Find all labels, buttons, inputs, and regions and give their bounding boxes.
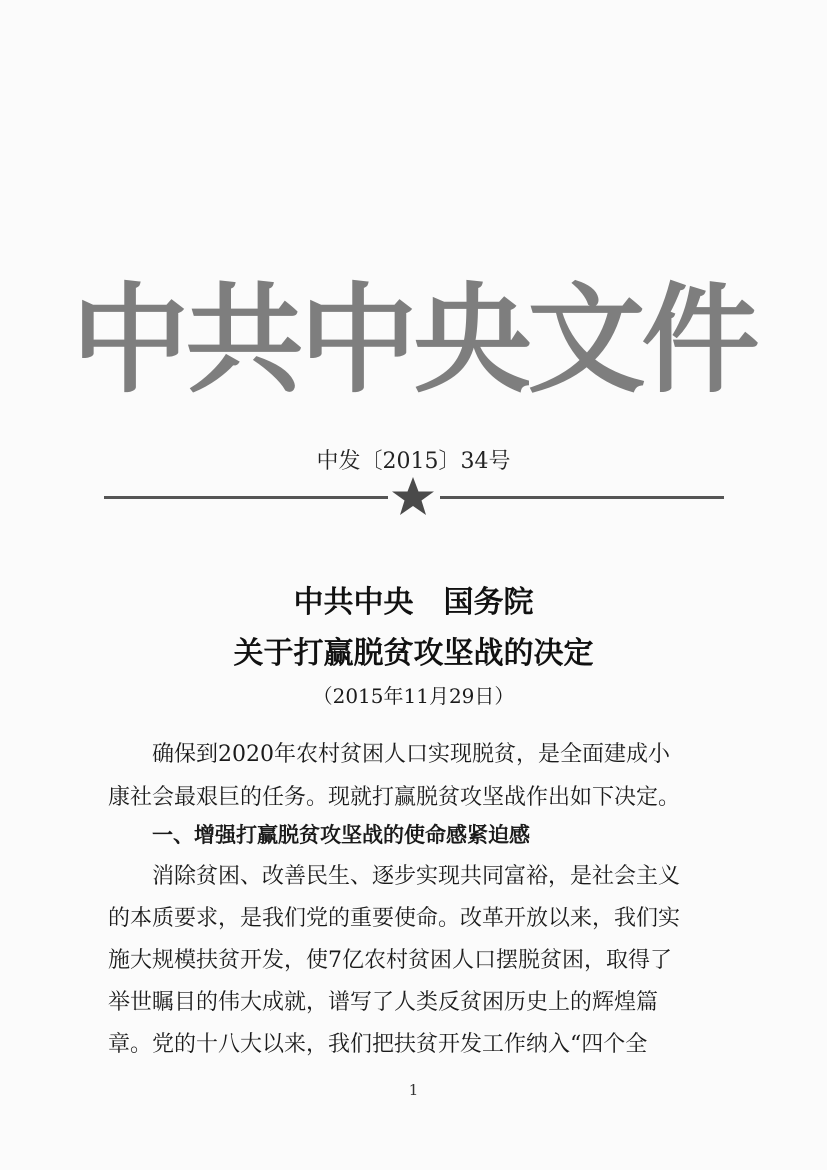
star-icon: [390, 476, 436, 518]
paragraph-line: 的本质要求，是我们党的重要使命。改革开放以来，我们实: [108, 906, 681, 931]
document-date: （2015年11月29日）: [312, 684, 515, 708]
header-divider: [100, 476, 727, 518]
document-header-title: 中共中央文件: [71, 271, 756, 409]
document-issuer: 中共中央 国务院: [293, 585, 534, 620]
paragraph-line: 施大规模扶贫开发，使7亿农村贫困人口摆脱贫困，取得了: [108, 948, 672, 973]
paragraph-line: 章。党的十八大以来，我们把扶贫开发工作纳入“四个全: [108, 1032, 648, 1057]
section-heading: 一、增强打赢脱贫攻坚战的使命感紧迫感: [152, 823, 530, 847]
paragraph-line: 确保到2020年农村贫困人口实现脱贫，是全面建成小: [152, 742, 670, 767]
document-title: 关于打赢脱贫攻坚战的决定: [233, 636, 594, 671]
paragraph-line: 康社会最艰巨的任务。现就打赢脱贫攻坚战作出如下决定。: [108, 785, 681, 810]
paragraph-line: 举世瞩目的伟大成就，谱写了人类反贫困历史上的辉煌篇: [108, 990, 659, 1015]
paragraph-line: 消除贫困、改善民生、逐步实现共同富裕，是社会主义: [152, 864, 681, 889]
divider-rule-left: [104, 496, 388, 499]
divider-rule-right: [440, 496, 724, 499]
document-number: 中发〔2015〕34号: [316, 449, 511, 474]
page-number: 1: [408, 1081, 419, 1099]
